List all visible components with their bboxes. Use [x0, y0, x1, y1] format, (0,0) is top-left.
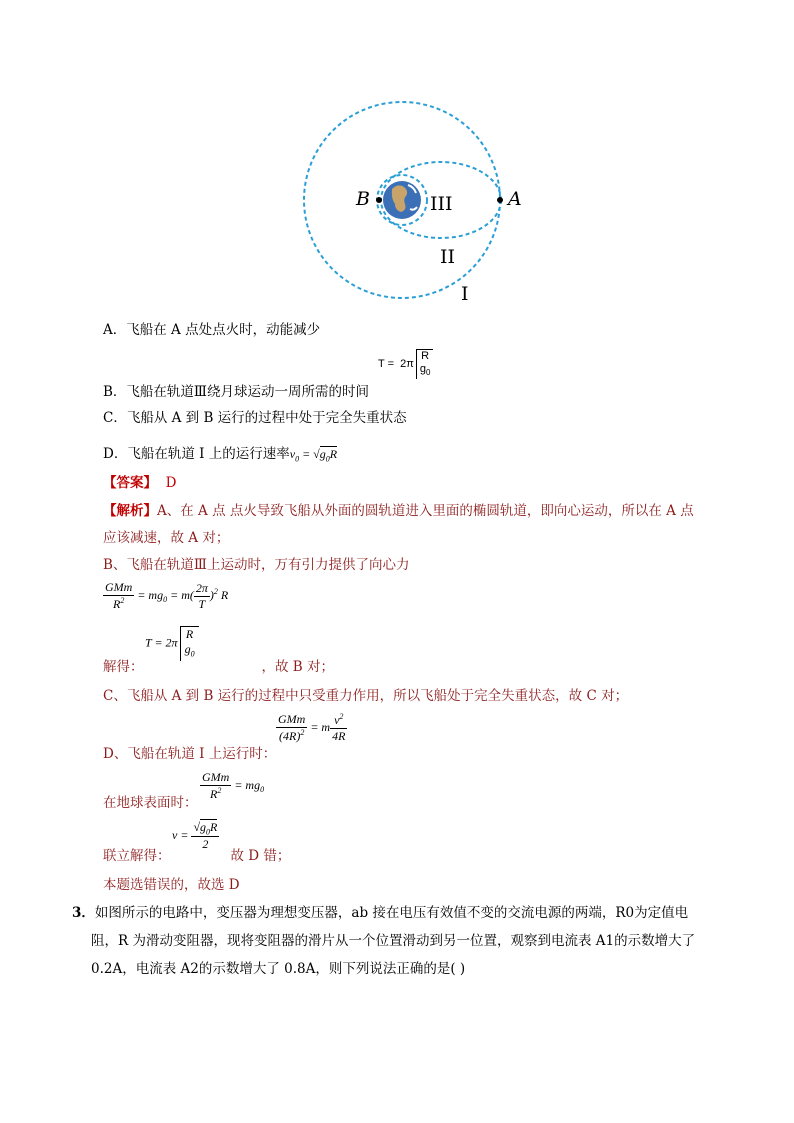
formula-period-solution: T = 2πR $g_0$: [145, 626, 199, 661]
option-a: A．飞船在 A 点处点火时，动能减少: [103, 322, 321, 338]
analysis-solve: [103, 655, 334, 675]
analysis-text1: A、在 A 点 点火导致飞船从外面的圆轨道进入里面的椭圆轨道，即向心运动，所以在 A 点: [157, 503, 694, 519]
option-c: C．飞船从 A 到 B 运行的过程中处于完全失重状态: [103, 410, 407, 426]
question3-line2: 阻，R 为滑动变阻器，现将变阻器的滑片从一个位置滑动到另一位置，观察到电流表 A1的示数增大了: [91, 933, 696, 949]
analysis-line-c: C、飞船从 A 到 B 运行的过程中只受重力作用，所以飞船处于完全失重状态，故 C 对；: [103, 688, 629, 704]
point-A: [497, 197, 503, 203]
option-b: B．飞船在轨道Ⅲ绕月球运动一周所需的时间: [103, 384, 369, 400]
analysis-line-d: D、飞船在轨道 I 上运行时：: [103, 746, 277, 762]
analysis-combined: [103, 844, 290, 864]
analysis-line2: 应该减速，故 A 对；: [103, 530, 230, 546]
answer-line: [103, 471, 176, 491]
answer-label: 【答案】: [103, 475, 157, 491]
diagram-label-I: I: [461, 283, 469, 305]
formula-orbit-I: $\frac{\text{GMm}}{(4R)^2}$ = m $\frac{v^2}{4R}$: [278, 712, 346, 743]
formula-period-option: T = 2πR $g_0$: [378, 349, 433, 379]
option-d: [103, 442, 337, 463]
question3-number: 3．: [72, 905, 95, 921]
solve-suffix: ，故 B 对；: [261, 659, 335, 675]
diagram-label-III: III: [430, 193, 453, 215]
analysis-line3: B、飞船在轨道Ⅲ上运动时，万有引力提供了向心力: [103, 557, 410, 573]
analysis-line1: [103, 499, 694, 519]
formula-v0: $v_0 = √g_0R$: [289, 447, 338, 464]
formula-centripetal: $\frac{\text{GMm}}{R^2}$ = $mg_0 = m$( $\frac{2\pi}{T}$ )$^2$ R: [105, 580, 229, 611]
analysis-conclusion: 本题选错误的，故选 D: [103, 877, 240, 893]
answer-value: D: [165, 475, 177, 491]
combined-suffix: 故 D 错；: [230, 848, 291, 864]
orbit-diagram: [300, 97, 540, 307]
question3-line3: 0.2A，电流表 A2的示数增大了 0.8A，则下列说法正确的是( ): [91, 961, 466, 977]
analysis-surface: 在地球表面时：: [103, 795, 198, 811]
analysis-label: 【解析】: [103, 503, 157, 519]
option-d-text: D．飞船在轨道 I 上的运行速率: [103, 446, 290, 462]
formula-velocity-solution: v = $\frac{√g_0R}{2}$: [172, 820, 218, 852]
diagram-label-II: II: [440, 246, 456, 268]
diagram-label-A: A: [508, 188, 522, 210]
combined-prefix: 联立解得：: [103, 848, 171, 864]
question3-line1: [72, 901, 688, 921]
diagram-label-B: B: [356, 188, 370, 210]
solve-prefix: 解得：: [103, 659, 144, 675]
formula-surface: $\frac{\text{GMm}}{R^2}$ = $mg_0$: [202, 770, 265, 801]
question3-text1: 如图所示的电路中，变压器为理想变压器，ab 接在电压有效值不变的交流电源的两端，R0为定值电: [94, 905, 689, 921]
point-B: [376, 197, 382, 203]
